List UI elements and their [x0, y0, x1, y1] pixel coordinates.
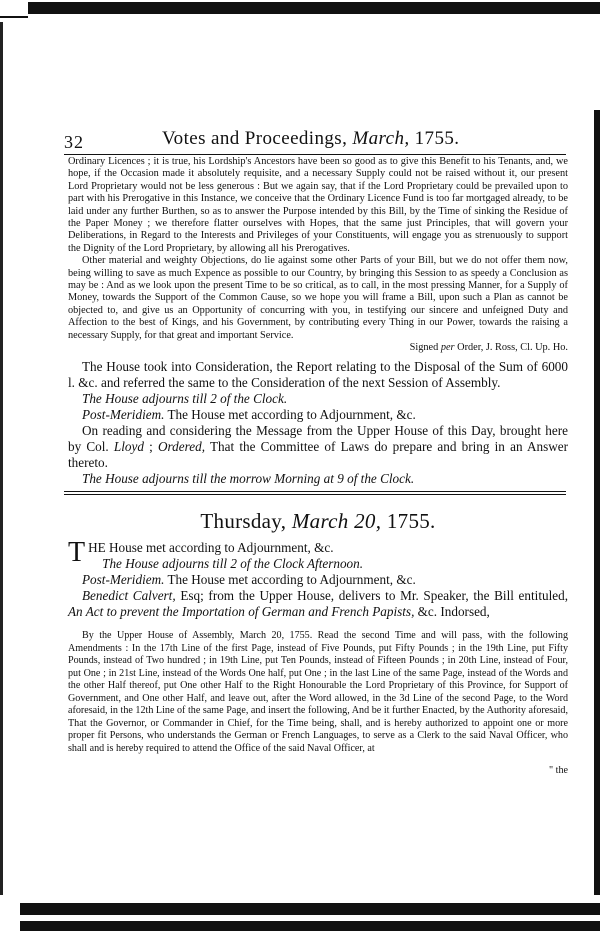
- proceeding-paragraph: Benedict Calvert, Esq; from the Upper House, delivers to Mr. Speaker, the Bill entituled, An Act to prevent the Importation of German and French Papists, &c. Indorsed,: [68, 588, 568, 620]
- message-paragraph: Other material and weighty Objections, do lie against some other Parts of your Bill, but we do not offer them now, being willing to save as much Expence as possible to our Country, by bringing this Session to as speedy a Conclusion as may be : And as we look upon the present Time to be so critical, as to call, in the most pressing Manner, for a Supply of Money, towards the Support of the Common Cause, so we hope you will frame a Bill, upon such a Plan as cannot be objected to, and give us an Opportunity of concurring with you, in testifying our sincere and unfeigned Duty and Affection to the best of Kings, and his Government, by contributing every Thing in our Power, towards the raising a necessary Supply, for that great and important Service.: [68, 255, 568, 341]
- proceeding-paragraph: On reading and considering the Message from the Upper House of this Day, brought here by Col. Lloyd ; Ordered, That the Committee of Laws do prepare and bring in an Answer thereto.: [68, 423, 569, 471]
- scan-left-edge: [0, 22, 3, 897]
- upper-house-message: [68, 156, 568, 342]
- catchword: " the: [549, 765, 568, 777]
- scan-right-edge: [594, 110, 600, 900]
- signature: Signed per Order, J. Ross, Cl. Up. Ho.: [409, 342, 568, 354]
- bill-amendments: [68, 630, 568, 778]
- proceeding-paragraph: Post-Meridiem. The House met according to Adjournment, &c.: [82, 572, 416, 588]
- section-rule: [64, 491, 566, 492]
- proceeding-paragraph: Post-Meridiem. The House met according to Adjournment, &c.: [82, 407, 416, 423]
- document-page: [64, 126, 569, 778]
- head-rule: [64, 154, 566, 155]
- running-title: Votes and Proceedings, March, 1755.: [162, 128, 460, 149]
- thursday-proceedings: [68, 537, 568, 620]
- drop-cap: T: [68, 537, 86, 569]
- adjournment-note: The House adjourns till 2 of the Clock Afternoon.: [102, 556, 364, 572]
- amendment-paragraph: By the Upper House of Assembly, March 20, 1755. Read the second Time and will pass, with the following Amendments : In the 17th Line of the first Page, instead of Five Pounds, put Fifty Pounds ; in the 19th Line, put Fifty Pounds, instead of Two hundred ; in 19th Line, put Ten Pounds, instead of Fifteen Pounds ; in 20th Line, instead of Four, put One ; in 21st Line, instead of the Words One half, put One ; in the last Line of the same Page, instead of the Words and the other Half thereof, put One other Half to the Right Honourable the Lord Proprietary of this Province, for Support of Government, and One other Half, and leave out, after the Word allowed, in the 3d Line of the second Page, to the Word aforesaid, in the 12th Line of the same Page, and insert the following, And be it further Enacted, by the Authority aforesaid, That the Governor, or Commander in Chief, for the Time being, shall, and is hereby authorized to appoint one or more proper fit Persons, who understands the German or French Languages, to serve as a Clerk to the said Naval Officer, who shall and is hereby required to attend the Office of the said Naval Officer, at: [68, 630, 568, 754]
- scan-top-border: [0, 0, 600, 22]
- adjournment-note: The House adjourns till 2 of the Clock.: [82, 391, 288, 407]
- proceeding-paragraph: The House took into Consideration, the Report relating to the Disposal of the Sum of 6000 l. &c. and referred the same to the Consideration of the next Session of Assembly.: [68, 359, 568, 391]
- section-rule: [64, 494, 566, 495]
- day-heading: Thursday, March 20, 1755.: [200, 509, 436, 534]
- proceedings: [68, 359, 568, 487]
- running-head: [64, 126, 568, 152]
- proceeding-paragraph: THE House met according to Adjournment, &c.: [68, 537, 334, 569]
- page-number: 32: [64, 132, 84, 152]
- message-paragraph: Ordinary Licences ; it is true, his Lordship's Ancestors have been so good as to give this Benefit to his Tenants, and, we hope, if the Occasion made it absolutely requisite, and a necessary Supply could not be raised without it, our present Lord Proprietary would not be less generous : But we again say, that if the Lord Proprietary could be prevailed upon to part with his Prerogative in this Instance, we conceive that the Ordinary Licence Fund is too far mortgaged already, to be laid under any further Burthen, so as to answer the Purpose intended by this Bill, by the Time of sinking the Residue of the Paper Money ; we therefore flatter ourselves with Hopes, that the same just Principles, that will govern your Deliberations, in Regard to the Interests and Privileges of your Constituents, will engage you as strenuously to support the Dignity of the Lord Proprietary, by allowing all his Prerogatives.: [68, 156, 568, 254]
- scan-bottom-border: [0, 895, 600, 947]
- adjournment-note: The House adjourns till the morrow Morning at 9 of the Clock.: [82, 471, 415, 487]
